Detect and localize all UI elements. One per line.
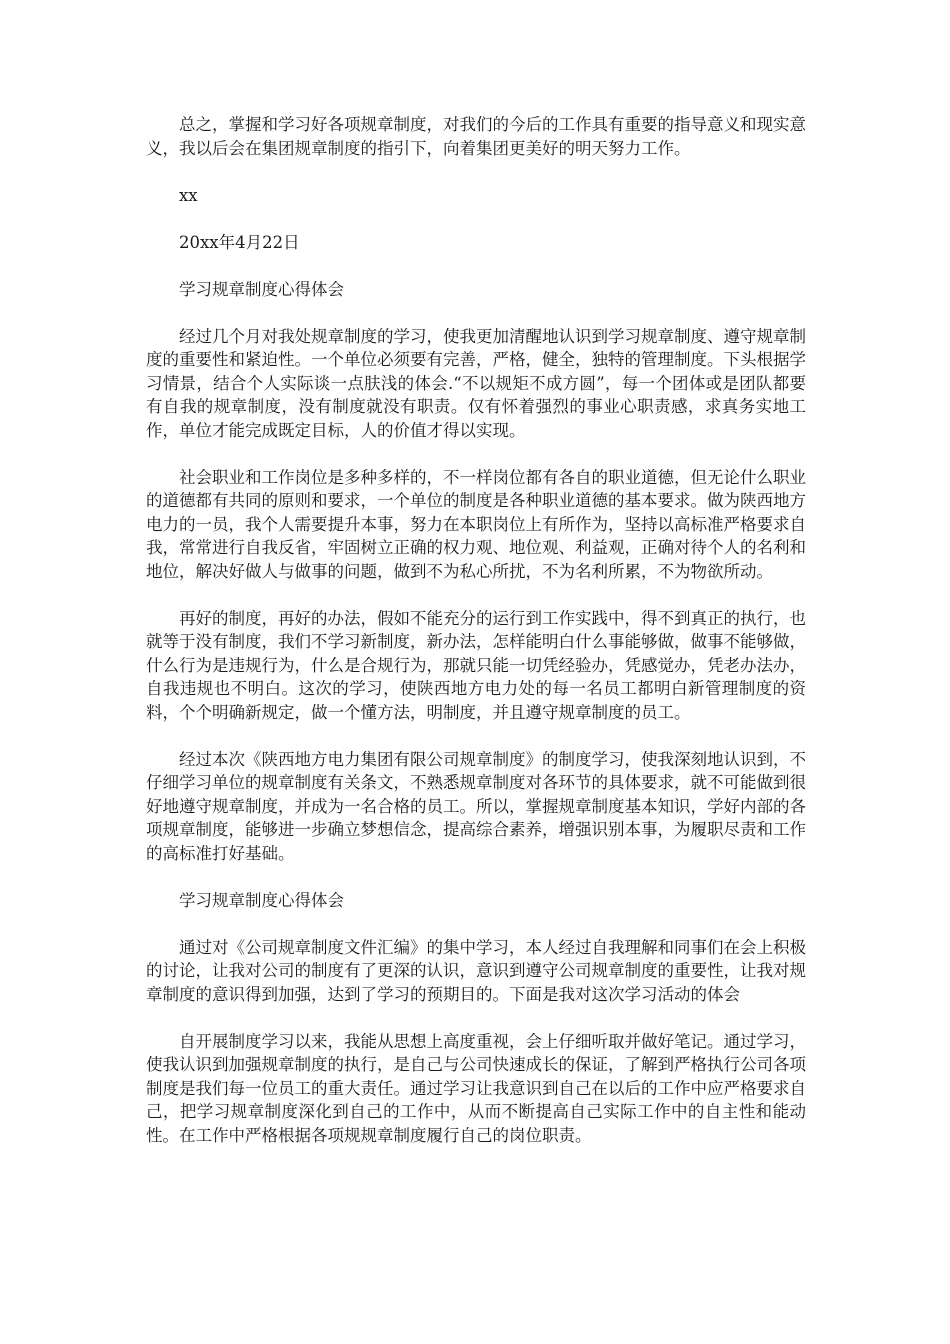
signature-date: 20xx年4月22日 (179, 232, 300, 252)
paragraph: 再好的制度，再好的办法，假如不能充分的运行到工作实践中，得不到真正的执行，也就等于没有制度，我们不学习新制度，新办法，怎样能明白什么事能够做，做事不能够做，什么行为是违规行为，什么是合规行为，那就只能一切凭经验办，凭感觉办，凭老办法办，自我违规也不明白。这次的学习，使陕西地方电力处的每一名员工都明白新管理制度的资料，个个明确新规定，做一个懂方法，明制度，并且遵守规章制度的员工。 (146, 608, 806, 722)
signature-name: xx (179, 185, 198, 205)
document-body (146, 113, 806, 1171)
paragraph-conclusion: 总之，掌握和学习好各项规章制度，对我们的今后的工作具有重要的指导意义和现实意义，我以后会在集团规章制度的指引下，向着集团更美好的明天努力工作。 (146, 115, 806, 158)
paragraph: 自开展制度学习以来，我能从思想上高度重视，会上仔细听取并做好笔记。通过学习，使我认识到加强规章制度的执行，是自己与公司快速成长的保证，了解到严格执行公司各项制度是我们每一位员工的重大责任。通过学习让我意识到自己在以后的工作中应严格要求自己，把学习规章制度深化到自己的工作中，从而不断提高自己实际工作中的自主性和能动性。在工作中严格根据各项规规章制度履行自己的岗位职责。 (146, 1031, 806, 1145)
paragraph: 通过对《公司规章制度文件汇编》的集中学习，本人经过自我理解和同事们在会上积极的讨论，让我对公司的制度有了更深的认识，意识到遵守公司规章制度的重要性，让我对规章制度的意识得到加强，达到了学习的预期目的。下面是我对这次学习活动的体会 (146, 937, 806, 1004)
paragraph: 经过本次《陕西地方电力集团有限公司规章制度》的制度学习，使我深刻地认识到，不仔细学习单位的规章制度有关条文，不熟悉规章制度对各环节的具体要求，就不可能做到很好地遵守规章制度，并成为一名合格的员工。所以，掌握规章制度基本知识，学好内部的各项规章制度，能够进一步确立梦想信念，提高综合素养，增强识别本事，为履职尽责和工作的高标准打好基础。 (146, 749, 806, 863)
section-heading: 学习规章制度心得体会 (179, 890, 344, 910)
section-heading: 学习规章制度心得体会 (179, 279, 344, 299)
paragraph: 经过几个月对我处规章制度的学习，使我更加清醒地认识到学习规章制度、遵守规章制度的重要性和紧迫性。一个单位必须要有完善，严格，健全，独特的管理制度。下头根据学习情景，结合个人实际谈一点肤浅的体会.“不以规矩不成方圆”，每一个团体或是团队都要有自我的规章制度，没有制度就没有职责。仅有怀着强烈的事业心职责感，求真务实地工作，单位才能完成既定目标，人的价值才得以实现。 (146, 326, 806, 440)
paragraph: 社会职业和工作岗位是多种多样的，不一样岗位都有各自的职业道德，但无论什么职业的道德都有共同的原则和要求，一个单位的制度是各种职业道德的基本要求。做为陕西地方电力的一员，我个人需要提升本事，努力在本职岗位上有所作为，坚持以高标准严格要求自我，常常进行自我反省，牢固树立正确的权力观、地位观、利益观，正确对待个人的名利和地位，解决好做人与做事的问题，做到不为私心所扰，不为名利所累，不为物欲所动。 (146, 467, 806, 581)
